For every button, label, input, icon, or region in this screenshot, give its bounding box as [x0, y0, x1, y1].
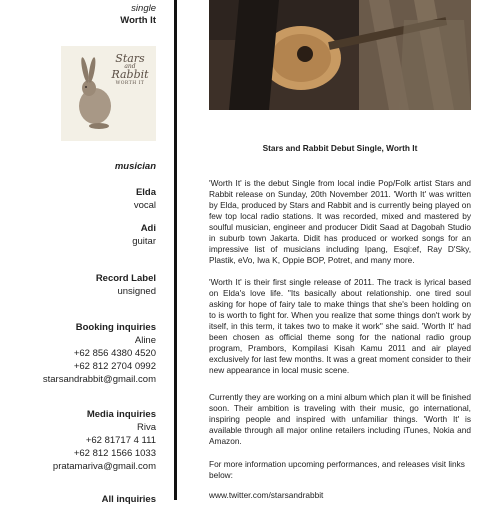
musicians-heading: musician: [114, 161, 156, 172]
paragraph-4: For more information upcoming performances, and releases visit links below:: [209, 459, 465, 480]
media-contact-name: Riva: [136, 422, 156, 433]
media-heading: Media inquiries: [86, 409, 156, 420]
cover-logo: [107, 54, 153, 88]
member-role-adi: guitar: [132, 236, 156, 247]
paragraph-3: Currently they are working on a mini album which plan it will be finished soon. Their ambition is traveling with their music, go international, inspiring people and inspired with unfamiliar things. 'Worth It' is available through all major online retailers including iTunes, Nokia and Amazon.: [209, 392, 471, 446]
paragraph-2: 'Worth It' is their first single release of 2011. The track is lyrical based on Elda's love life. "Its basically about relationship. one tired soul asking for hope of fairy tale to make things that she's been holding on to is worth to fight for. When you realize that some things don't work by itself, in this term, it takes two to make it work" she said. 'Worth It' had been chosen as official theme song for the national radio group program, Prambors, Kompilasi Kisah Kamu 2011 and air played exclusively for last few months. It was a great moment consider to their new appearance in local music scene.: [209, 277, 471, 375]
booking-phone-1: +62 856 4380 4520: [73, 348, 156, 359]
booking-email[interactable]: starsandrabbit@gmail.com: [42, 374, 156, 385]
booking-heading: Booking inquiries: [75, 322, 156, 333]
release-kind: single: [131, 3, 156, 14]
paragraph-1: 'Worth It' is the debut Single from local indie Pop/Folk artist Stars and Rabbit release on Sunday, 20th November 2011. 'Worth It' was written by Elda, produced by Stars and Rabbit and is currently being played on few top local radio stations. It was recorded, mixed and mastered by soulful musician, engineer and producer Didit Saad at Dagobah Studio in suburb town Jakarta. Didit has produced or worked songs for an impressive list of musicians including Ipang, Esqi:ef, Ray D'Sky, Plastik, eVo, Iwa K, Oppie BOP, Potret, and many more.: [209, 178, 471, 265]
media-email[interactable]: pratamariva@gmail.com: [52, 461, 156, 472]
cover-brand-line2: Rabbit: [111, 68, 149, 81]
sidebar: [0, 0, 160, 505]
label-heading: Record Label: [95, 273, 156, 284]
media-phone-1: +62 81717 4 111: [85, 435, 156, 446]
band-photo-illustration: [209, 0, 471, 110]
media-phone-2: +62 812 1566 1033: [73, 448, 156, 459]
all-inquiries-heading: All inquiries: [101, 494, 156, 505]
booking-phone-2: +62 812 2704 0992: [73, 361, 156, 372]
column-divider: [174, 0, 177, 500]
member-name-adi: Adi: [140, 223, 156, 234]
band-photo: [209, 0, 471, 110]
release-title: Worth It: [120, 15, 156, 26]
twitter-link[interactable]: www.twitter.com/starsandrabbit: [209, 490, 324, 500]
article-caption: Stars and Rabbit Debut Single, Worth It: [262, 143, 418, 153]
article: [209, 0, 471, 500]
album-cover: [61, 46, 156, 141]
cover-subtitle: WORTH IT: [115, 81, 145, 86]
member-role-elda: vocal: [133, 200, 156, 211]
booking-contact-name: Aline: [134, 335, 156, 346]
cover-brand-and: and: [124, 63, 136, 70]
label-value: unsigned: [117, 286, 156, 297]
member-name-elda: Elda: [135, 187, 156, 198]
cover-brand-line1: Stars: [115, 52, 145, 65]
